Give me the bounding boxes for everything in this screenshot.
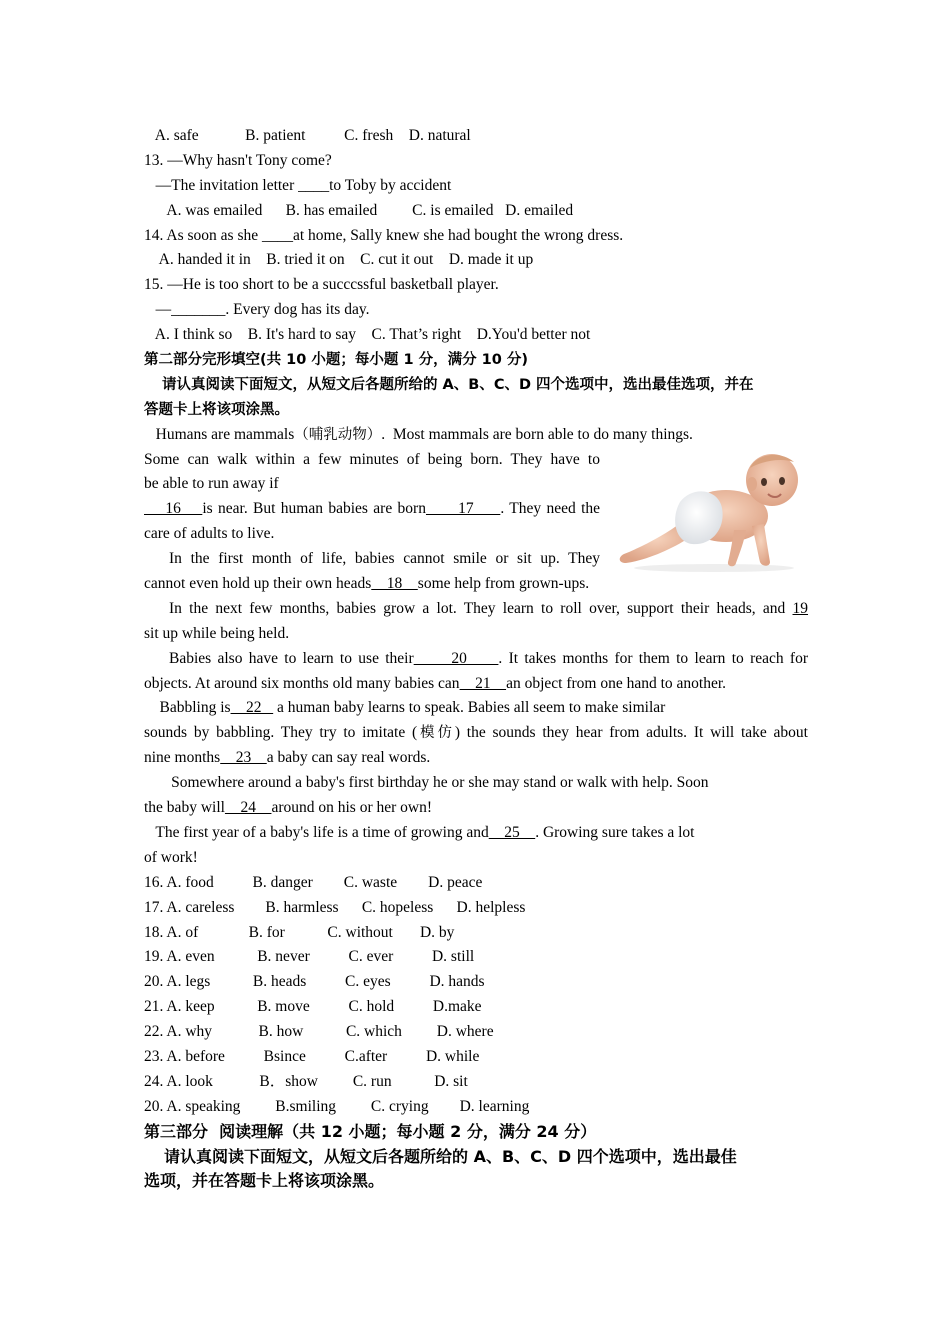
option-row: 20. A. speaking B.smiling C. crying D. learning xyxy=(144,1097,530,1115)
passage-line: of work! xyxy=(144,848,198,866)
passage-line: sit up while being held. xyxy=(144,624,290,642)
exam-page xyxy=(144,124,808,1194)
blank-20: 20 xyxy=(413,649,499,667)
passage-line: Babies also have to learn to use their 20 . It takes months for them to learn to reach for xyxy=(169,649,809,667)
mcq-line: A. was emailed B. has emailed C. is emailed D. emailed xyxy=(144,201,574,219)
passage-line: In the next few months, babies grow a lot. They learn to roll over, support their heads, and 19 xyxy=(169,599,809,617)
blank-22: 22 xyxy=(230,699,274,717)
blank-23: 23 xyxy=(220,749,267,767)
passage-line: Babbling is 22 a human baby learns to speak. Babies all seem to make similar xyxy=(144,699,666,717)
mcq-line: A. safe B. patient C. fresh D. natural xyxy=(144,127,471,144)
part3-heading: 第三部分 阅读理解（共 12 小题；每小题 2 分，满分 24 分） xyxy=(144,1121,597,1141)
passage-line: care of adults to live. xyxy=(144,525,275,543)
blank-16: 16 xyxy=(144,500,203,518)
mcq-line: 13. —Why hasn't Tony come? xyxy=(144,151,332,169)
passage-line: the baby will 24 around on his or her own! xyxy=(144,799,433,817)
crawling-baby-photo-icon xyxy=(614,450,804,574)
mcq-line: 15. —He is too short to be a succcssful basketball player. xyxy=(144,276,499,294)
passage-line: Somewhere around a baby's first birthday he or she may stand or walk with help. Soon xyxy=(144,774,709,792)
mcq-line: 14. As soon as she ____at home, Sally knew she had bought the wrong dress. xyxy=(144,226,624,244)
passage-line: Humans are mammals（哺乳动物）. Most mammals are born able to do many things. xyxy=(144,425,693,443)
passage-line: Some can walk within a few minutes of being born. They have to xyxy=(144,450,600,468)
blank-19: 19 xyxy=(792,599,809,617)
mcq-line: A. handed it in B. tried it on C. cut it out D. made it up xyxy=(144,251,534,269)
option-row: 23. A. before Bsince C.after D. while xyxy=(144,1047,480,1065)
part3-instruction: 请认真阅读下面短文，从短文后各题所给的 A、B、C、D 四个选项中，选出最佳 xyxy=(164,1146,737,1166)
blank-17: 17 xyxy=(425,500,501,518)
option-row: 20. A. legs B. heads C. eyes D. hands xyxy=(144,973,485,991)
mcq-line: —_______. Every dog has its day. xyxy=(144,301,370,319)
part2-instruction: 答题卡上将该项涂黑。 xyxy=(144,401,289,418)
option-row: 16. A. food B. danger C. waste D. peace xyxy=(144,873,483,891)
passage-line: 16 is near. But human babies are born 17 . They need the xyxy=(144,500,601,518)
blank-25: 25 xyxy=(488,823,536,841)
option-row: 17. A. careless B. harmless C. hopeless D. helpless xyxy=(144,898,526,916)
passage-line: cannot even hold up their own heads 18 some help from grown-ups. xyxy=(144,575,590,593)
passage-line: In the first month of life, babies cannot smile or sit up. They xyxy=(169,550,600,568)
blank-21: 21 xyxy=(459,674,507,692)
part2-heading: 第二部分完形填空(共 10 小题；每小题 1 分，满分 10 分) xyxy=(144,352,528,369)
passage-line: nine months 23 a baby can say real words. xyxy=(144,749,431,767)
part2-instruction: 请认真阅读下面短文，从短文后各题所给的 A、B、C、D 四个选项中，选出最佳选项，并在 xyxy=(162,376,754,393)
option-row: 18. A. of B. for C. without D. by xyxy=(144,923,455,941)
option-row: 21. A. keep B. move C. hold D.make xyxy=(144,998,482,1016)
passage-line: be able to run away if xyxy=(144,475,279,493)
mcq-line: A. I think so B. It's hard to say C. That’s right D.You'd better not xyxy=(144,326,591,344)
passage-line: sounds by babbling. They try to imitate (模仿) the sounds they hear from adults. It will take about xyxy=(144,724,808,742)
option-row: 19. A. even B. never C. ever D. still xyxy=(144,948,475,966)
option-row: 22. A. why B. how C. which D. where xyxy=(144,1023,494,1041)
option-row: 24. A. look B．show C. run D. sit xyxy=(144,1072,468,1090)
passage-line: objects. At around six months old many babies can 21 an object from one hand to another. xyxy=(144,674,727,692)
blank-24: 24 xyxy=(224,799,272,817)
mcq-line: —The invitation letter ____to Toby by accident xyxy=(144,176,452,194)
passage-line: The first year of a baby's life is a time of growing and 25 . Growing sure takes a lot xyxy=(144,823,695,841)
part3-instruction: 选项，并在答题卡上将该项涂黑。 xyxy=(144,1171,385,1191)
blank-18: 18 xyxy=(371,575,418,593)
